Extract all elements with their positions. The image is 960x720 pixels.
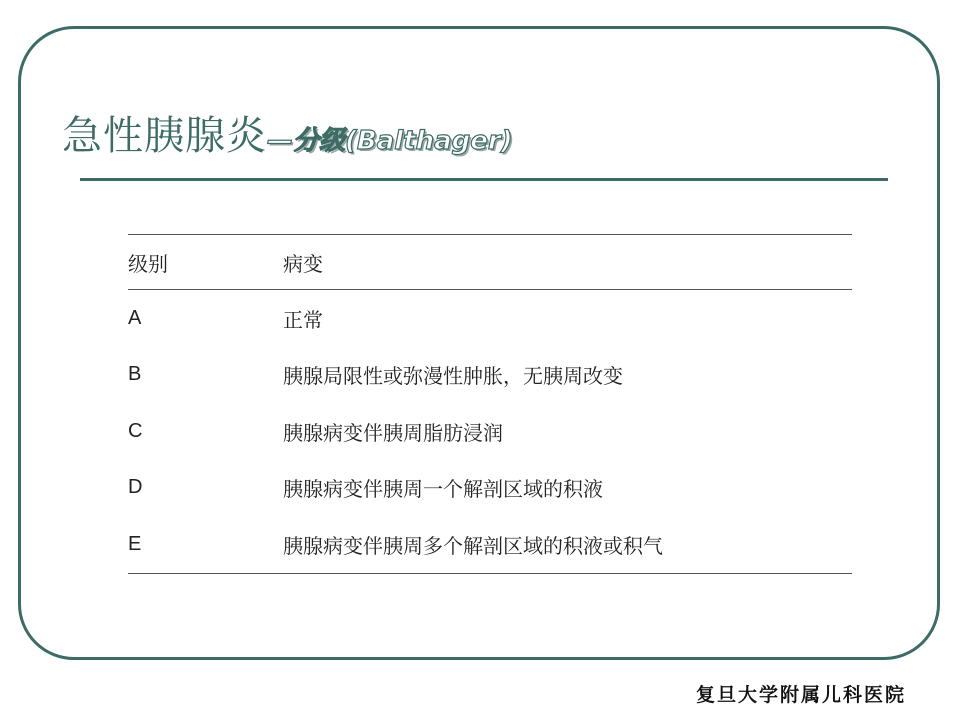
row-grade: C (128, 419, 143, 442)
table-row (128, 403, 852, 460)
footer-institution: 复旦大学附属儿科医院 (695, 684, 906, 706)
row-lesion: 胰腺局限性或弥漫性肿胀，无胰周改变 (283, 364, 623, 389)
row-lesion: 正常 (283, 307, 323, 332)
row-lesion: 胰腺病变伴胰周一个解剖区域的积液 (283, 477, 603, 502)
row-lesion: 胰腺病变伴胰周脂肪浸润 (283, 420, 503, 445)
table-header-row (128, 235, 852, 290)
table-row (128, 347, 852, 404)
title-subtitle: —分级(Balthager) (267, 126, 513, 156)
row-lesion: 胰腺病变伴胰周多个解剖区域的积液或积气 (283, 533, 663, 558)
table-row (128, 516, 852, 573)
table-row (128, 290, 852, 347)
table-row (128, 460, 852, 517)
row-grade: D (128, 476, 143, 499)
header-grade: 级别 (128, 251, 168, 276)
grading-table (128, 234, 852, 574)
row-grade: B (128, 363, 142, 386)
title-underline (80, 178, 888, 181)
title-main: 急性胰腺炎 (62, 113, 267, 159)
slide-title (62, 113, 513, 159)
header-lesion: 病变 (283, 251, 323, 276)
row-grade: A (128, 306, 142, 329)
row-grade: E (128, 532, 142, 555)
